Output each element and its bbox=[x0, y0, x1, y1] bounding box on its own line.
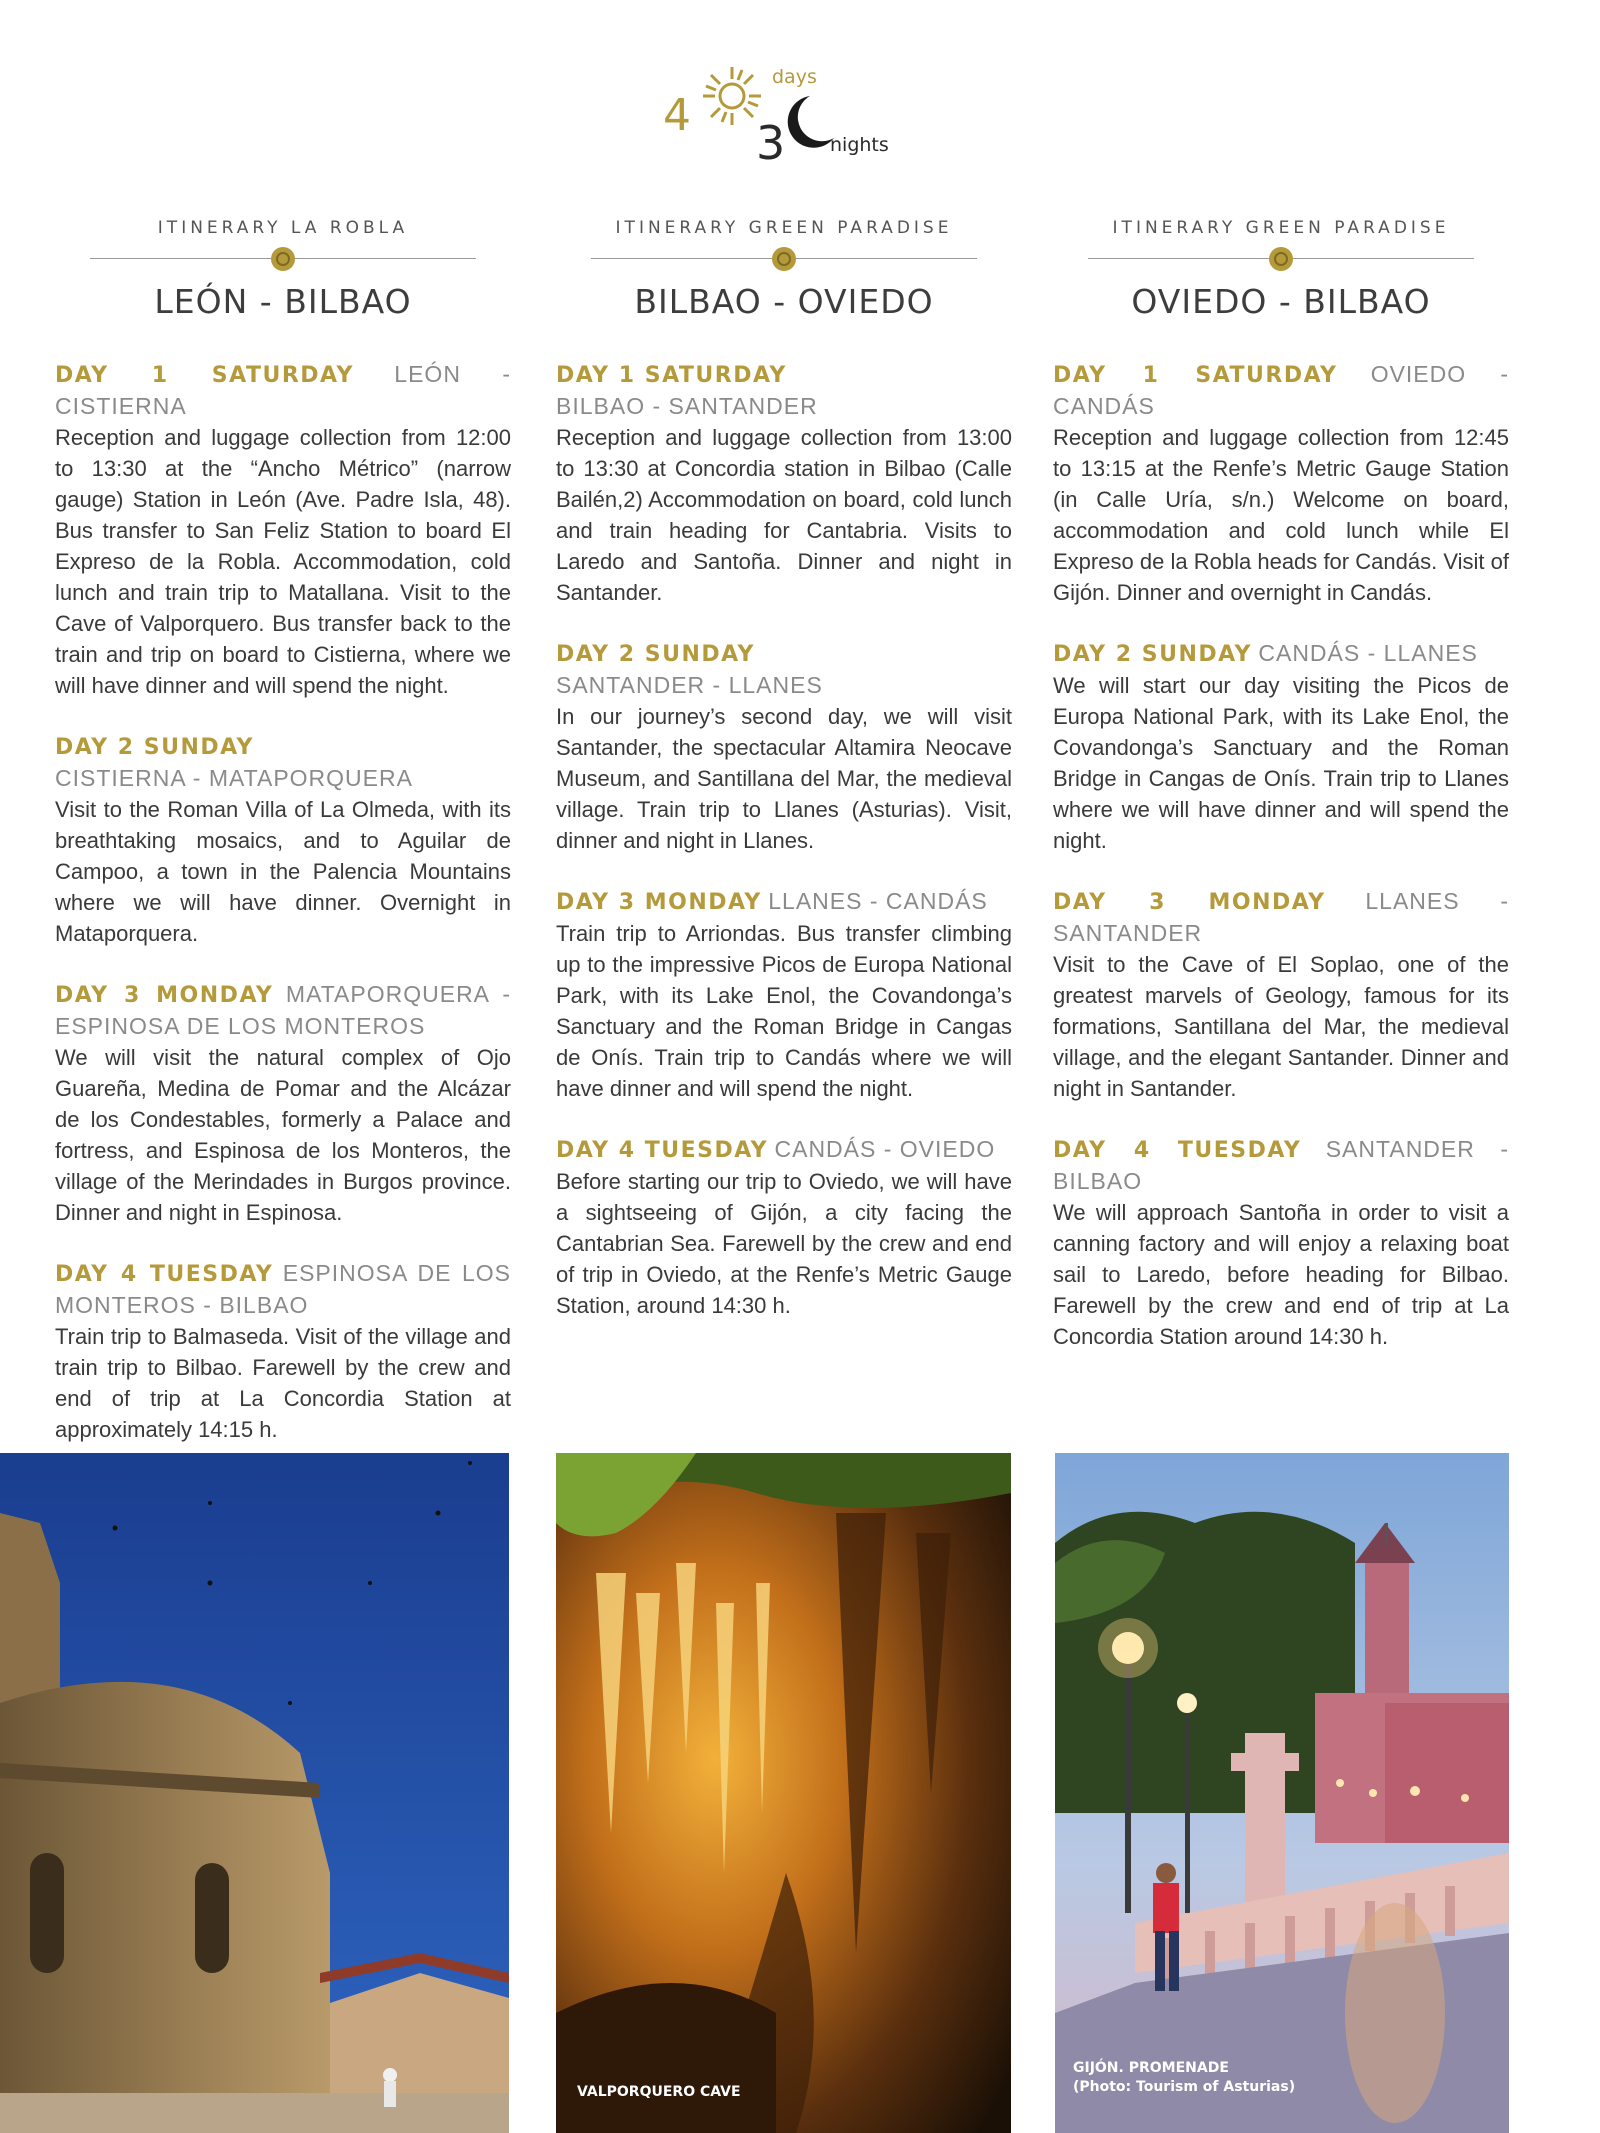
medallion-icon bbox=[270, 246, 296, 272]
day-entry bbox=[1053, 638, 1509, 856]
day-label: DAY 4 TUESDAY bbox=[1053, 1138, 1302, 1163]
day-label: DAY 3 MONDAY bbox=[556, 890, 762, 915]
day-text: Train trip to Arriondas. Bus transfer climbing up to the impressive Picos de Europa National Park, with its Lake Enol, the Covandonga’s Sanctuary and the Roman Bridge in Cangas de Onís. Train trip to Candás where we will have dinner and will spend the night. bbox=[556, 921, 1012, 1101]
day-location: OVIEDO - CANDÁS bbox=[1053, 361, 1510, 419]
day-entry bbox=[55, 979, 511, 1228]
day-location: ESPINOSA DE LOS MONTEROS - BILBAO bbox=[55, 1260, 511, 1318]
day-location: LLANES - CANDÁS bbox=[768, 888, 988, 914]
itinerary-column-2 bbox=[556, 218, 1012, 1351]
day-text: We will visit the natural complex of Ojo Guareña, Medina de Pomar and the Alcázar de los Condestables, formerly a Palace and fortress, and Espinosa de los Monteros, the village of the Merindades in Burgos province. Dinner and night in Espinosa. bbox=[55, 1045, 511, 1225]
days-number: 4 bbox=[663, 90, 691, 141]
church-illustration bbox=[0, 1453, 509, 2133]
day-label: DAY 4 TUESDAY bbox=[55, 1262, 274, 1287]
photo-caption bbox=[1073, 2059, 1295, 2097]
day-location: LEÓN - CISTIERNA bbox=[55, 361, 512, 419]
day-text: We will approach Santoña in order to visit a canning factory and will enjoy a relaxing boat sail to Laredo, before heading for Bilbao. Farewell by the crew and end of trip at La Concordia Station around 14:30 h. bbox=[1053, 1200, 1509, 1349]
nights-number: 3 bbox=[756, 116, 786, 170]
day-label: DAY 2 SUNDAY bbox=[1053, 642, 1252, 667]
day-label: DAY 1 SATURDAY bbox=[556, 363, 787, 388]
day-entry bbox=[556, 886, 1012, 1104]
route-title: LEÓN - BILBAO bbox=[154, 282, 412, 321]
photo-caption-line1: GIJÓN. PROMENADE bbox=[1073, 2060, 1229, 2076]
photo-caption-line2: (Photo: Tourism of Asturias) bbox=[1073, 2079, 1296, 2095]
day-label: DAY 3 MONDAY bbox=[1053, 890, 1326, 915]
divider bbox=[591, 246, 977, 272]
day-label: DAY 2 SUNDAY bbox=[55, 735, 254, 760]
itinerary-title: ITINERARY GREEN PARADISE bbox=[1112, 218, 1450, 238]
medallion-icon bbox=[1268, 246, 1294, 272]
day-entry bbox=[556, 638, 1012, 856]
divider bbox=[1088, 246, 1474, 272]
itinerary-column-1 bbox=[55, 218, 511, 1475]
cave-illustration bbox=[556, 1453, 1011, 2133]
route-title: BILBAO - OVIEDO bbox=[634, 282, 934, 321]
itinerary-title: ITINERARY LA ROBLA bbox=[157, 218, 409, 238]
day-entry bbox=[556, 1134, 1012, 1321]
day-text: We will start our day visiting the Picos de Europa National Park, with its Lake Enol, the Covandonga’s Sanctuary and the Roman Bridge in Cangas de Onís. Train trip to Llanes where we will have dinner and will spend the night. bbox=[1053, 673, 1509, 853]
day-entry bbox=[556, 359, 1012, 608]
day-label: DAY 1 SATURDAY bbox=[1053, 363, 1338, 388]
days-nights-logo bbox=[660, 58, 920, 168]
church-photo bbox=[0, 1453, 509, 2133]
day-text: Reception and luggage collection from 12:45 to 13:15 at the Renfe’s Metric Gauge Station (in Calle Uría, s/n.) Welcome on board, accommodation and cold lunch while El Expreso de la Robla heads for Candás. Visit of Gijón. Dinner and overnight in Candás. bbox=[1053, 425, 1509, 605]
route-title: OVIEDO - BILBAO bbox=[1131, 282, 1431, 321]
day-text: Reception and luggage collection from 12:00 to 13:30 at the “Ancho Métrico” (narrow gauge) Station in León (Ave. Padre Isla, 48). Bus transfer to San Feliz Station to board El Expreso de la Robla. Accommodation, cold lunch and train trip to Matallana. Visit to the Cave of Valporquero. Bus transfer back to the train and trip on board to Cistierna, where we will have dinner and will spend the night. bbox=[55, 425, 511, 698]
day-label: DAY 2 SUNDAY bbox=[556, 642, 755, 667]
day-location: MATAPORQUERA - ESPINOSA DE LOS MONTEROS bbox=[55, 981, 512, 1039]
day-entry bbox=[1053, 359, 1509, 608]
day-text: Before starting our trip to Oviedo, we will have a sightseeing of Gijón, a city facing the Cantabrian Sea. Farewell by the crew and end of trip in Oviedo, at the Renfe’s Metric Gauge Station, around 14:30 h. bbox=[556, 1169, 1012, 1318]
day-entry bbox=[1053, 1134, 1509, 1352]
day-entry bbox=[1053, 886, 1509, 1104]
medallion-icon bbox=[771, 246, 797, 272]
promenade-illustration bbox=[1055, 1453, 1509, 2133]
day-entry bbox=[55, 359, 511, 701]
day-location: SANTANDER - LLANES bbox=[556, 672, 823, 698]
day-text: Reception and luggage collection from 13:00 to 13:30 at Concordia station in Bilbao (Calle Bailén,2) Accommodation on board, cold lunch and train heading for Cantabria. Visits to Laredo and Santoña. Dinner and night in Santander. bbox=[556, 425, 1012, 605]
day-text: Visit to the Roman Villa of La Olmeda, with its breathtaking mosaics, and to Aguilar de Campoo, a town in the Palencia Mountains where we will have dinner. Overnight in Mataporquera. bbox=[55, 797, 511, 946]
day-text: Train trip to Balmaseda. Visit of the village and train trip to Bilbao. Farewell by the crew and end of trip at La Concordia Station at approximately 14:15 h. bbox=[55, 1324, 511, 1442]
day-text: Visit to the Cave of El Soplao, one of the greatest marvels of Geology, famous for its formations, Santillana del Mar, the medieval village, and the elegant Santander. Dinner and night in Santander. bbox=[1053, 952, 1509, 1101]
days-label: days bbox=[772, 66, 817, 88]
day-location: LLANES - SANTANDER bbox=[1053, 888, 1510, 946]
day-location: CANDÁS - LLANES bbox=[1258, 640, 1478, 666]
day-label: DAY 3 MONDAY bbox=[55, 983, 274, 1008]
photo-caption: VALPORQUERO CAVE bbox=[577, 2084, 741, 2100]
day-location: CISTIERNA - MATAPORQUERA bbox=[55, 765, 413, 791]
day-location: SANTANDER - BILBAO bbox=[1053, 1136, 1509, 1194]
day-text: In our journey’s second day, we will visit Santander, the spectacular Altamira Neocave Museum, and Santillana del Mar, the medieval village. Train trip to Llanes (Asturias). Visit, dinner and night in Llanes. bbox=[556, 704, 1012, 853]
promenade-photo bbox=[1055, 1453, 1509, 2133]
day-location: BILBAO - SANTANDER bbox=[556, 393, 818, 419]
day-location: CANDÁS - OVIEDO bbox=[774, 1136, 996, 1162]
itinerary-column-3 bbox=[1053, 218, 1509, 1382]
day-entry bbox=[55, 731, 511, 949]
day-label: DAY 4 TUESDAY bbox=[556, 1138, 769, 1163]
day-entry bbox=[55, 1258, 511, 1445]
divider bbox=[90, 246, 476, 272]
cave-photo bbox=[556, 1453, 1011, 2133]
itinerary-title: ITINERARY GREEN PARADISE bbox=[615, 218, 953, 238]
day-label: DAY 1 SATURDAY bbox=[55, 363, 354, 388]
nights-label: nights bbox=[830, 134, 889, 156]
